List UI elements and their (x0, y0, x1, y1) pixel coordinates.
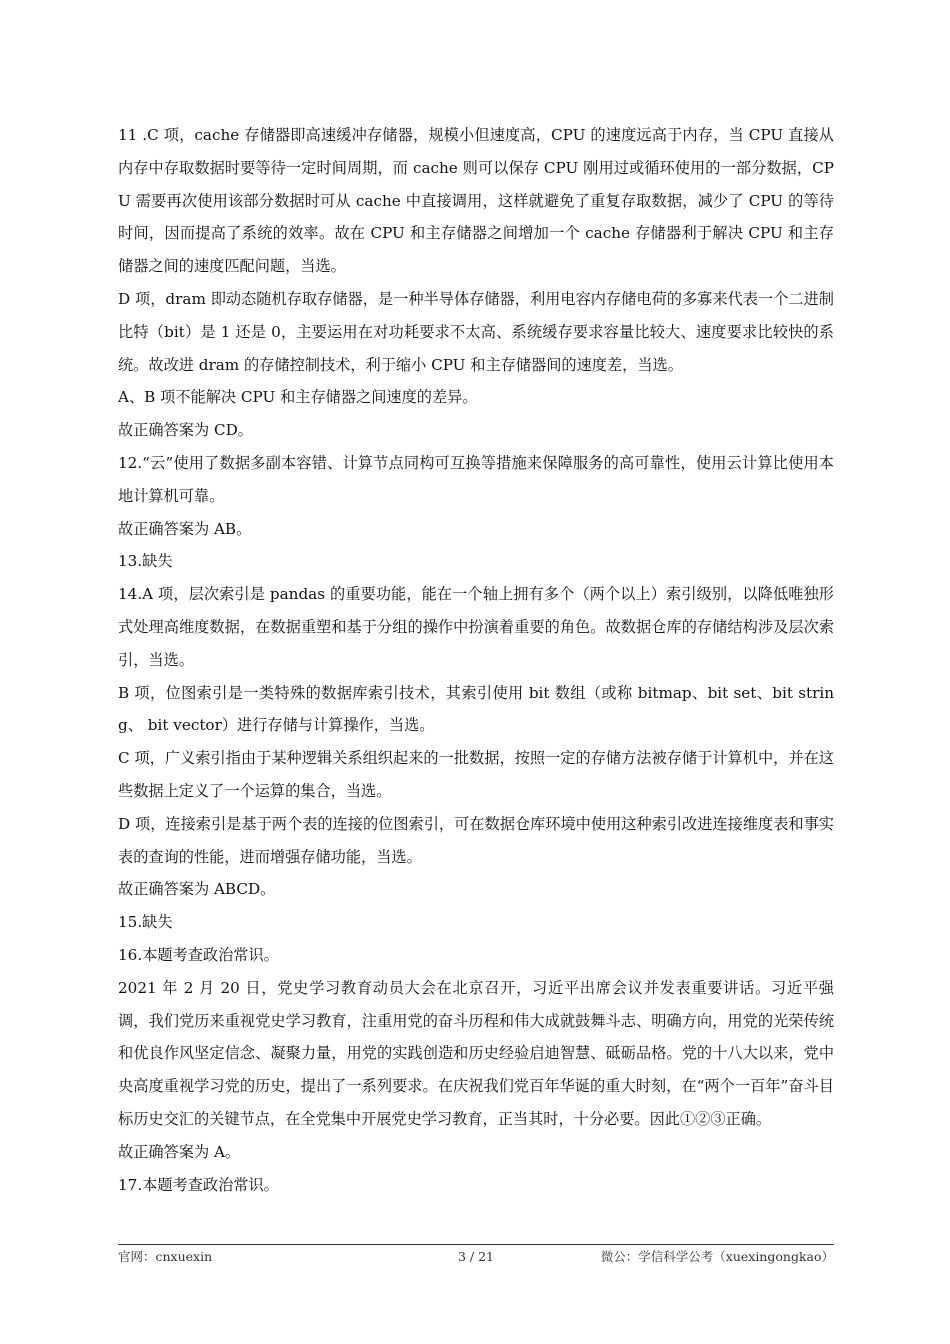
paragraph-13: 13.缺失 (118, 552, 173, 571)
footer-divider (118, 1244, 834, 1245)
answer-14: 故正确答案为 ABCD。 (118, 880, 276, 899)
paragraph-11-ab: A、B 项不能解决 CPU 和主存储器之间速度的差异。 (118, 388, 478, 407)
document-body (118, 119, 834, 1201)
answer-12: 故正确答案为 AB。 (118, 519, 252, 538)
paragraph-17-topic: 17.本题考查政治常识。 (118, 1175, 279, 1194)
paragraph-14-c: C 项，广义索引指由于某种逻辑关系组织起来的一批数据，按照一定的存储方法被存储于计算机中，并在这些数据上定义了一个运算的集合，当选。 (118, 749, 834, 800)
footer-website: 官网：cnxuexin (118, 1249, 213, 1264)
page-number: 3 / 21 (457, 1249, 495, 1264)
paragraph-11-d: D 项，dram 即动态随机存取存储器，是一种半导体存储器，利用电容内存储电荷的多寡来代表一个二进制比特（bit）是 1 还是 0，主要运用在对功耗要求不太高、系统缓存要求容量比较大、速度要求比较快的系统。故改进 dram 的存储控制技术，利于缩小 CPU 和主存储器间的速度差，当选。 (118, 289, 834, 374)
paragraph-14-b: B 项，位图索引是一类特殊的数据库索引技术，其索引使用 bit 数组（或称 bitmap、bit set、bit string、 bit vector）进行存储与计算操作，当选。 (118, 683, 834, 735)
paragraph-14-d: D 项，连接索引是基于两个表的连接的位图索引，可在数据仓库环境中使用这种索引改进连接维度表和事实表的查询的性能，进而增强存储功能，当选。 (118, 814, 834, 866)
answer-11: 故正确答案为 CD。 (118, 421, 253, 440)
paragraph-12: 12.“云”使用了数据多副本容错、计算节点同构可互换等措施来保障服务的高可靠性，使用云计算比使用本地计算机可靠。 (118, 453, 834, 505)
paragraph-16-body: 2021 年 2 月 20 日，党史学习教育动员大会在北京召开，习近平出席会议并发表重要讲话。习近平强 调，我们党历来重视党史学习教育，注重用党的奋斗历程和伟大成就鼓舞斗志、明确方向，用党的光荣传统和优良作风坚定信念、凝聚力量，用党的实践创造和历史经验启迪智慧、砥砺品格。党的十八大以来，党中央高度重视学习党的历史，提出了一系列要求。在庆祝我们党百年华诞的重大时刻，在“两个一百年”奋斗目标历史交汇的关键节点，在全党集中开展党史学习教育，正当其时，十分必要。因此①②③正确。 (118, 978, 834, 1128)
paragraph-14-a: 14.A 项，层次索引是 pandas 的重要功能，能在一个轴上拥有多个（两个以上）索引级别，以降低唯独形式处理高维度数据，在数据重塑和基于分组的操作中扮演着重要的角色。故数据仓库的存储结构涉及层次索引，当选。 (118, 585, 834, 669)
footer-wechat: 微公：学信科学公考（xuexingongkao） (600, 1249, 834, 1264)
paragraph-15: 15.缺失 (118, 913, 173, 932)
answer-16: 故正确答案为 A。 (118, 1142, 241, 1161)
paragraph-11-c: 11 .C 项，cache 存储器即高速缓冲存储器，规模小但速度高，CPU 的速度远高于内存，当 CPU 直接从内存中存取数据时要等待一定时间周期，而 cache 则可以保存 CPU 刚用过或循环使用的一部分数据，CPU 需要再次使用该部分数据时可从 cache 中直接调用，这样就避免了重复存取数据，减少了 CPU 的等待时间，因而提高了系统的效率。故在 CPU 和主存储器之间增加一个 cache 存储器利于解决 CPU 和主存储器之间的速度匹配问题，当选。 (118, 126, 834, 276)
paragraph-16-topic: 16.本题考查政治常识。 (118, 945, 279, 964)
